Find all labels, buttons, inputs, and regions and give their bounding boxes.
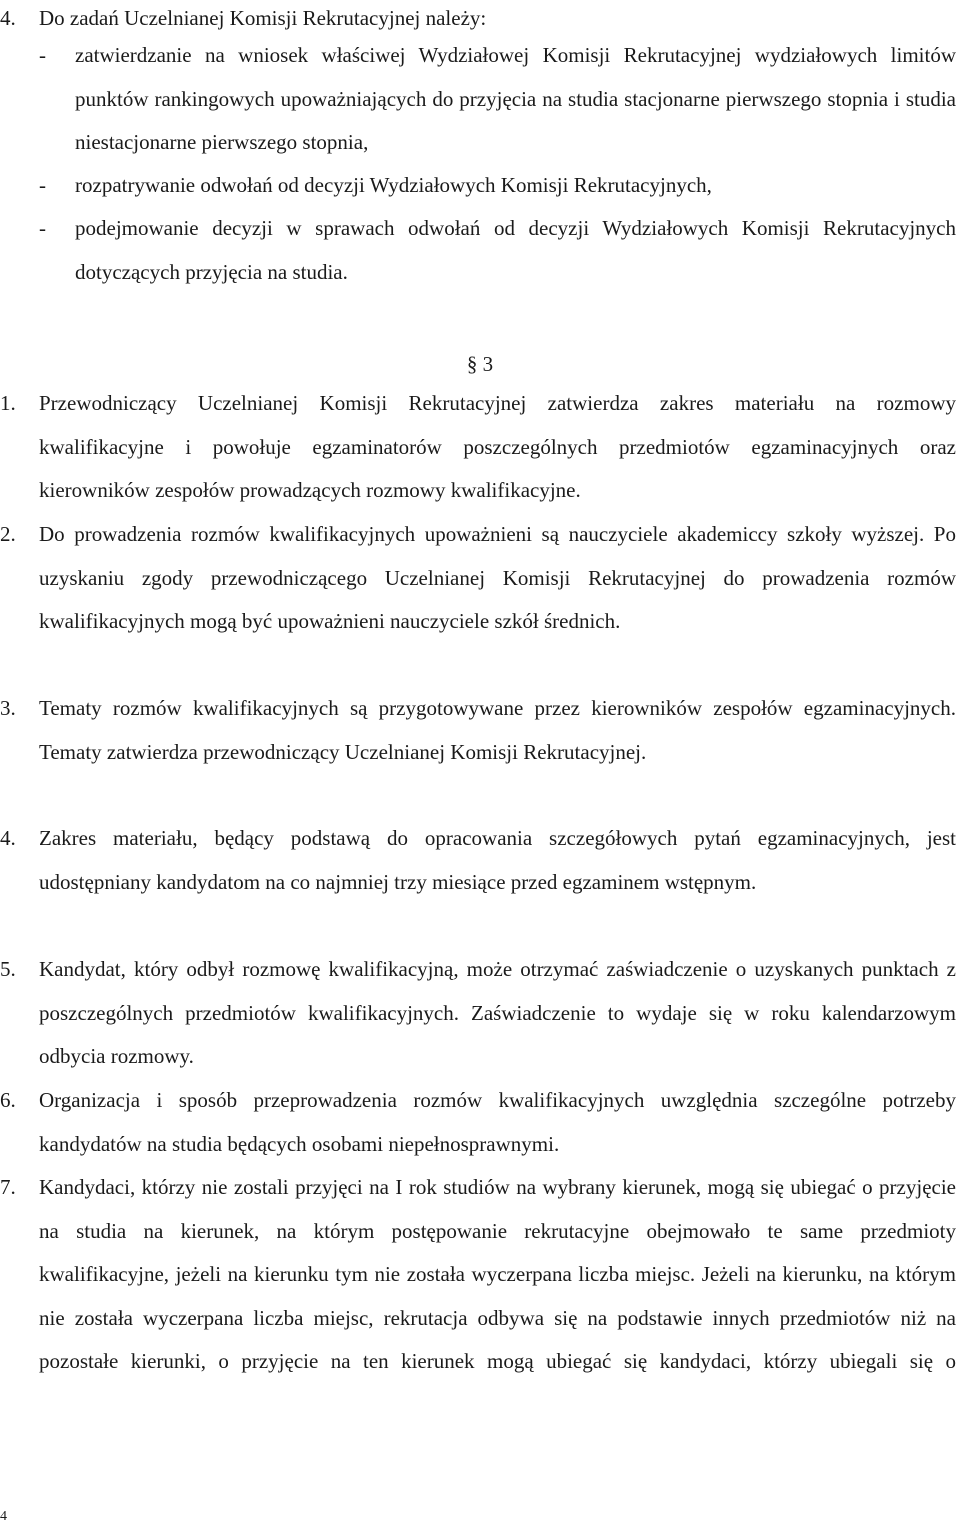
list-item-dash xyxy=(39,34,956,165)
list-item xyxy=(0,687,956,818)
list-item-dash xyxy=(39,207,956,295)
list-item xyxy=(0,513,956,688)
list-item xyxy=(0,1079,956,1167)
item-number: 3. xyxy=(0,696,16,720)
item-number: 5. xyxy=(0,957,16,981)
item-number: 7. xyxy=(0,1175,16,1199)
item-number: 2. xyxy=(0,522,16,546)
dash-text: zatwierdzanie na wniosek właściwej Wydziałowej Komisji Rekrutacyjnej wydziałowych limitów punktów rankingowych upoważniających do przyjęcia na studia stacjonarne pierwszego stopnia i studia niestacjonarne pierwszego stopnia, xyxy=(75,43,956,154)
item-number: 4. xyxy=(0,826,16,850)
item-number: 6. xyxy=(0,1088,16,1112)
dash-marker: - xyxy=(39,173,46,197)
list-item xyxy=(0,382,956,513)
page-number: 4 xyxy=(0,1509,7,1524)
section-heading: § 3 xyxy=(466,352,494,376)
item-number: 4. xyxy=(0,6,16,30)
item-number: 1. xyxy=(0,391,16,415)
list-item xyxy=(0,1166,956,1428)
item-text: Zakres materiału, będący podstawą do opracowania szczegółowych pytań egzaminacyjnych, jest udostępniany kandydatom na co najmniej trzy miesiące przed egzaminem wstępnym. xyxy=(39,826,956,894)
dash-marker: - xyxy=(39,216,46,240)
list-item-dash xyxy=(39,164,956,208)
item-text: Kandydat, który odbył rozmowę kwalifikacyjną, może otrzymać zaświadczenie o uzyskanych punktach z poszczególnych przedmiotów kwalifikacyjnych. Zaświadczenie to wydaje się w roku kalendarzowym odbycia rozmowy. xyxy=(39,957,956,1068)
dash-marker: - xyxy=(39,43,46,67)
item-text: Przewodniczący Uczelnianej Komisji Rekrutacyjnej zatwierdza zakres materiału na rozmowy kwalifikacyjne i powołuje egzaminatorów poszczególnych przedmiotów egzaminacyjnych oraz kierowników zespołów prowadzących rozmowy kwalifikacyjne. xyxy=(39,391,956,502)
item-text: Do zadań Uczelnianej Komisji Rekrutacyjnej należy: xyxy=(39,6,487,30)
dash-text: rozpatrywanie odwołań od decyzji Wydziałowych Komisji Rekrutacyjnych, xyxy=(75,173,712,197)
list-item xyxy=(0,817,956,948)
item-text: Organizacja i sposób przeprowadzenia rozmów kwalifikacyjnych uwzględnia szczególne potrzeby kandydatów na studia będących osobami niepełnosprawnymi. xyxy=(39,1088,956,1156)
list-item xyxy=(0,948,956,1079)
item-text: Kandydaci, którzy nie zostali przyjęci na I rok studiów na wybrany kierunek, mogą się ubiegać o przyjęcie na studia na kierunek, na którym postępowanie rekrutacyjne obejmowało te same przedmioty kwalifikacyjne, jeżeli na kierunku tym nie została wyczerpana liczba miejsc. Jeżeli na kierunku, na którym nie została wyczerpana liczba miejsc, rekrutacja odbywa się na podstawie innych przedmiotów niż na pozostałe kierunki, o przyjęcie na ten kierunek mogą ubiegać się kandydaci, którzy ubiegali się o xyxy=(39,1175,956,1373)
item-text: Do prowadzenia rozmów kwalifikacyjnych upoważnieni są nauczyciele akademiccy szkoły wyższej. Po uzyskaniu zgody przewodniczącego Uczelnianej Komisji Rekrutacyjnej do prowadzenia rozmów kwalifikacyjnych mogą być upoważnieni nauczyciele szkół średnich. xyxy=(39,522,956,633)
dash-text: podejmowanie decyzji w sprawach odwołań od decyzji Wydziałowych Komisji Rekrutacyjnych dotyczących przyjęcia na studia. xyxy=(75,216,956,284)
item-text: Tematy rozmów kwalifikacyjnych są przygotowywane przez kierowników zespołów egzaminacyjnych. Tematy zatwierdza przewodniczący Uczelnianej Komisji Rekrutacyjnej. xyxy=(39,696,956,764)
